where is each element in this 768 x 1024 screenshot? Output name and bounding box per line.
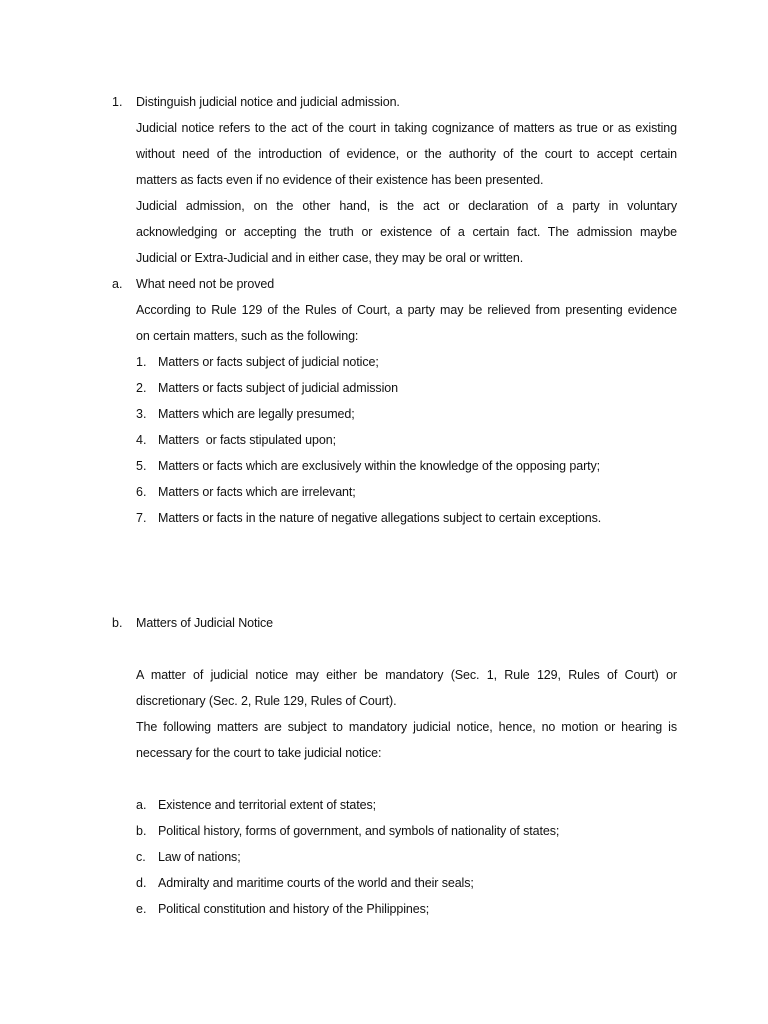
sec-a-intro-line-1: According to Rule 129 of the Rules of Court, a party may be relieved from presenting evidence bbox=[136, 303, 677, 317]
q1-para2-line-1: Judicial admission, on the other hand, is the act or declaration of a party in voluntary bbox=[136, 199, 677, 213]
list-item: Matters which are legally presumed; bbox=[158, 407, 355, 421]
sec-b-para2-line-1: The following matters are subject to mandatory judicial notice, hence, no motion or hearing is bbox=[136, 720, 677, 734]
sec-b-para2-line-2: necessary for the court to take judicial notice: bbox=[136, 746, 382, 760]
list-item: Matters or facts subject of judicial notice; bbox=[158, 355, 379, 369]
q1-para2-line-3: Judicial or Extra-Judicial and in either case, they may be oral or written. bbox=[136, 251, 524, 265]
list-item-number: 3. bbox=[136, 407, 147, 421]
list-item-letter: a. bbox=[136, 798, 147, 812]
list-item-number: 2. bbox=[136, 381, 147, 395]
list-item: Existence and territorial extent of states; bbox=[158, 798, 377, 812]
list-item: Matters or facts which are exclusively within the knowledge of the opposing party; bbox=[158, 459, 601, 473]
list-item-number: 4. bbox=[136, 433, 147, 447]
list-item: Law of nations; bbox=[158, 850, 241, 864]
sec-a-intro-line-2: on certain matters, such as the following: bbox=[136, 329, 359, 343]
q1-title: Distinguish judicial notice and judicial admission. bbox=[136, 95, 400, 109]
q1-para1-line-1: Judicial notice refers to the act of the court in taking cognizance of matters as true or as existing bbox=[136, 121, 677, 135]
q1-number: 1. bbox=[112, 95, 123, 109]
list-item-letter: b. bbox=[136, 824, 147, 838]
list-item: Matters or facts which are irrelevant; bbox=[158, 485, 356, 499]
list-item-letter: c. bbox=[136, 850, 146, 864]
list-item: Admiralty and maritime courts of the world and their seals; bbox=[158, 876, 474, 890]
list-item-letter: e. bbox=[136, 902, 147, 916]
list-item: Matters or facts in the nature of negative allegations subject to certain exceptions. bbox=[158, 511, 602, 525]
list-item: Matters or facts subject of judicial admission bbox=[158, 381, 398, 395]
list-item-letter: d. bbox=[136, 876, 147, 890]
sec-b-para1-line-2: discretionary (Sec. 2, Rule 129, Rules of Court). bbox=[136, 694, 397, 708]
list-item: Political constitution and history of the Philippines; bbox=[158, 902, 430, 916]
list-item: Political history, forms of government, and symbols of nationality of states; bbox=[158, 824, 560, 838]
q1-para1-line-2: without need of the introduction of evidence, or the authority of the court to accept certain bbox=[136, 147, 677, 161]
list-item-number: 5. bbox=[136, 459, 147, 473]
list-item-number: 6. bbox=[136, 485, 147, 499]
q1-para1-line-3: matters as facts even if no evidence of their existence has been presented. bbox=[136, 173, 544, 187]
sec-b-para1-line-1: A matter of judicial notice may either be mandatory (Sec. 1, Rule 129, Rules of Court) or bbox=[136, 668, 677, 682]
sec-a-letter: a. bbox=[112, 277, 123, 291]
list-item: Matters or facts stipulated upon; bbox=[158, 433, 336, 447]
list-item-number: 7. bbox=[136, 511, 147, 525]
sec-b-letter: b. bbox=[112, 616, 123, 630]
q1-para2-line-2: acknowledging or accepting the truth or existence of a certain fact. The admission maybe bbox=[136, 225, 677, 239]
sec-a-title: What need not be proved bbox=[136, 277, 275, 291]
list-item-number: 1. bbox=[136, 355, 147, 369]
sec-b-title: Matters of Judicial Notice bbox=[136, 616, 274, 630]
